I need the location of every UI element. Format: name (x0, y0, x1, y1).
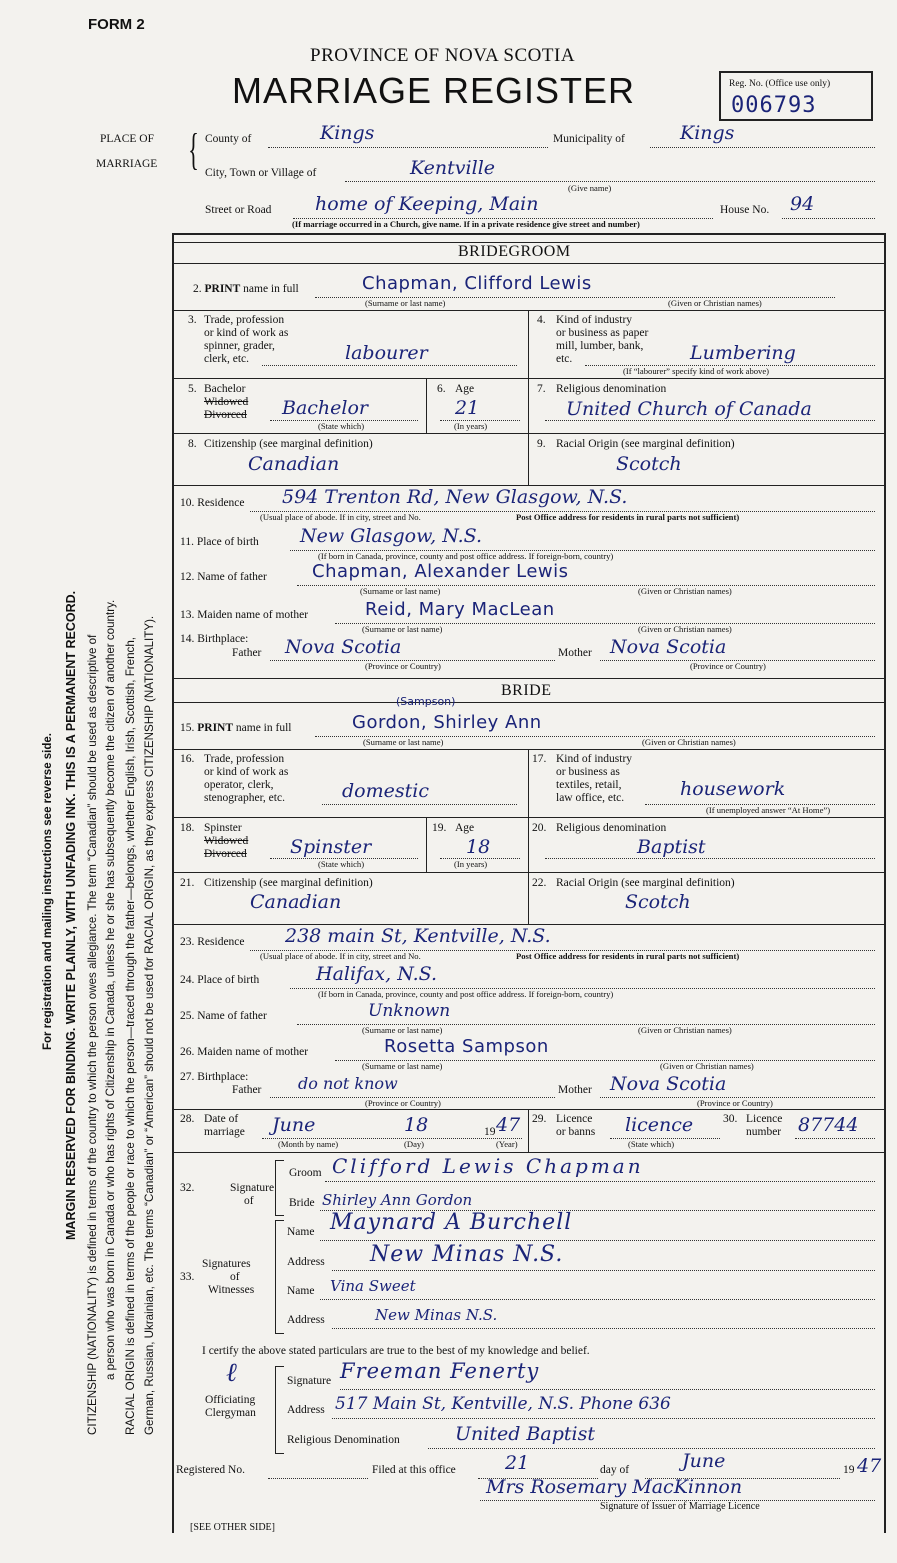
clergy-bracket (275, 1366, 284, 1454)
witness2-name: Vina Sweet (330, 1277, 416, 1295)
reg-no-value: 006793 (731, 93, 817, 118)
witnesses-label: Signatures (202, 1258, 251, 1270)
groom-mother-birthplace: Nova Scotia (610, 636, 727, 658)
house-value: 94 (790, 193, 815, 215)
bride-racial: Scotch (625, 891, 691, 913)
bridegroom-heading: BRIDEGROOM (458, 243, 571, 260)
margin-mark: ℓ (226, 1358, 237, 1388)
groom-racial: Scotch (616, 453, 682, 475)
marriage-day: 18 (404, 1114, 429, 1136)
bride-industry: housework (680, 778, 786, 800)
church-note: (If marriage occurred in a Church, give name. If in a private residence give street and number) (292, 219, 640, 229)
form-number: FORM 2 (88, 16, 145, 33)
groom-age: 21 (455, 397, 480, 419)
clergy-denomination: United Baptist (455, 1423, 595, 1445)
city-value: Kentville (410, 157, 496, 179)
bride-religion: Baptist (637, 836, 706, 858)
marriage-year: 47 (496, 1114, 521, 1136)
groom-religion: United Church of Canada (566, 398, 812, 420)
filed-label: Filed at this office (372, 1464, 456, 1476)
bride-age: 18 (466, 836, 491, 858)
filed-month: June (682, 1450, 726, 1472)
groom-status-label: Bachelor (204, 383, 246, 395)
municipality-label: Municipality of (553, 133, 625, 145)
issuer-caption: Signature of Issuer of Marriage Licence (600, 1501, 760, 1512)
groom-industry: Lumbering (690, 342, 796, 364)
bride-signature: Shirley Ann Gordon (322, 1191, 473, 1209)
groom-religion-label: Religious denomination (556, 383, 667, 395)
groom-name: Chapman, Clifford Lewis (362, 273, 592, 294)
witness1-address: New Minas N.S. (370, 1242, 564, 1267)
signature-label: Signature (230, 1182, 275, 1194)
groom-birthplace: New Glasgow, N.S. (300, 525, 483, 547)
margin-instructions: For registration and mailing instructions see reverse side. (42, 733, 54, 1050)
bride-father-birthplace: do not know (298, 1074, 398, 1093)
bride-industry-label: Kind of industry (556, 753, 633, 765)
bride-mother-birthplace: Nova Scotia (610, 1073, 727, 1095)
brace: { (188, 125, 199, 174)
margin-citizenship-definition-2: a person who was born in Canada or who has rights of Citizenship in Canada, unless he or she has subsequently become the citizen of another country. (104, 599, 117, 1380)
marriage-month: June (272, 1114, 316, 1136)
municipality-value: Kings (680, 122, 735, 144)
signature-bracket (275, 1160, 284, 1216)
groom-racial-label: Racial Origin (see marginal definition) (556, 438, 735, 450)
bride-mother: Rosetta Sampson (384, 1036, 549, 1057)
reg-no-box (719, 71, 873, 121)
officiating-label: Officiating (205, 1394, 256, 1406)
reg-no-label: Reg. No. (Office use only) (729, 79, 831, 89)
county-label: County of (205, 133, 252, 145)
filed-day: 21 (505, 1452, 530, 1474)
licence-number: 87744 (798, 1114, 859, 1136)
bride-name-correction: (Sampson) (396, 695, 456, 708)
margin-racial-definition-2: German, Russian, Ukrainian, etc. The terms “Canadian” or “American” should not be used for RACIAL ORIGIN, as they express CITIZENSHIP (NATIONALITY). (143, 615, 156, 1435)
groom-father-birthplace: Nova Scotia (285, 636, 402, 658)
bride-residence: 238 main St, Kentville, N.S. (285, 925, 551, 947)
bride-trade: domestic (342, 780, 429, 802)
place-label-1: PLACE OF (100, 133, 154, 145)
state-which-caption: (State which) (318, 421, 365, 431)
place-label-2: MARRIAGE (96, 158, 158, 170)
groom-status: Bachelor (282, 397, 369, 419)
groom-trade-label: Trade, profession (204, 314, 285, 326)
clergy-signature: Freeman Fenerty (340, 1359, 540, 1383)
page-title: MARRIAGE REGISTER (232, 70, 636, 111)
surname-caption: (Surname or last name) (365, 298, 446, 308)
filed-year: 47 (857, 1455, 882, 1477)
licence-label: Licence (556, 1113, 593, 1125)
groom-industry-caption: (If “labourer” specify kind of work above) (623, 366, 770, 376)
groom-mother: Reid, Mary MacLean (365, 599, 555, 620)
house-label: House No. (720, 204, 770, 216)
witness-bracket (275, 1220, 284, 1334)
groom-trade: labourer (345, 342, 428, 364)
bride-birthplace: Halifax, N.S. (316, 963, 438, 985)
margin-binding-note: MARGIN RESERVED FOR BINDING. WRITE PLAINLY, WITH UNFADING INK. THIS IS A PERMANENT RECORD. (64, 590, 78, 1240)
see-other-side: [SEE OTHER SIDE] (190, 1522, 275, 1533)
licence-type: licence (625, 1114, 694, 1136)
groom-signature: Clifford Lewis Chapman (332, 1154, 644, 1178)
bride-religion-label: Religious denomination (556, 822, 667, 834)
bride-citizenship: Canadian (250, 891, 342, 913)
groom-industry-label: Kind of industry (556, 314, 633, 326)
margin-citizenship-definition: CITIZENSHIP (NATIONALITY) is defined in terms of the country to which the person owes allegiance. The term “Canadian” should be used as descriptive of (86, 634, 99, 1435)
groom-father: Chapman, Alexander Lewis (312, 561, 569, 582)
given-caption: (Given or Christian names) (668, 298, 762, 308)
bride-trade-label: Trade, profession (204, 753, 285, 765)
bride-name: Gordon, Shirley Ann (352, 712, 542, 733)
groom-citizenship: Canadian (248, 453, 340, 475)
issuer-signature: Mrs Rosemary MacKinnon (486, 1476, 743, 1498)
registered-no-label: Registered No. (176, 1464, 245, 1476)
certify-statement: I certify the above stated particulars are true to the best of my knowledge and belief. (202, 1345, 590, 1357)
bride-heading: BRIDE (501, 682, 552, 699)
groom-residence: 594 Trenton Rd, New Glasgow, N.S. (282, 486, 628, 508)
give-name-caption: (Give name) (568, 183, 612, 193)
in-years-caption: (In years) (454, 421, 488, 431)
city-label: City, Town or Village of (205, 167, 317, 179)
groom-age-label: Age (455, 383, 475, 395)
bride-status: Spinster (290, 836, 372, 858)
date-label: Date of (204, 1113, 239, 1125)
clergy-address: 517 Main St, Kentville, N.S. Phone 636 (335, 1394, 671, 1414)
street-value: home of Keeping, Main (315, 193, 539, 215)
street-label: Street or Road (205, 204, 272, 216)
bride-status-label: Spinster (204, 822, 242, 834)
witness2-address: New Minas N.S. (375, 1306, 498, 1324)
province-heading: PROVINCE OF NOVA SCOTIA (310, 45, 576, 66)
margin-racial-definition: RACIAL ORIGIN is defined in terms of the people or race to which the person—traced through the father—belongs, whether English, Irish, Scottish, French, (124, 636, 137, 1435)
groom-citizenship-label: Citizenship (see marginal definition) (204, 438, 373, 450)
county-value: Kings (320, 122, 375, 144)
witness1-name: Maynard A Burchell (330, 1210, 573, 1235)
bride-father: Unknown (368, 1001, 451, 1021)
